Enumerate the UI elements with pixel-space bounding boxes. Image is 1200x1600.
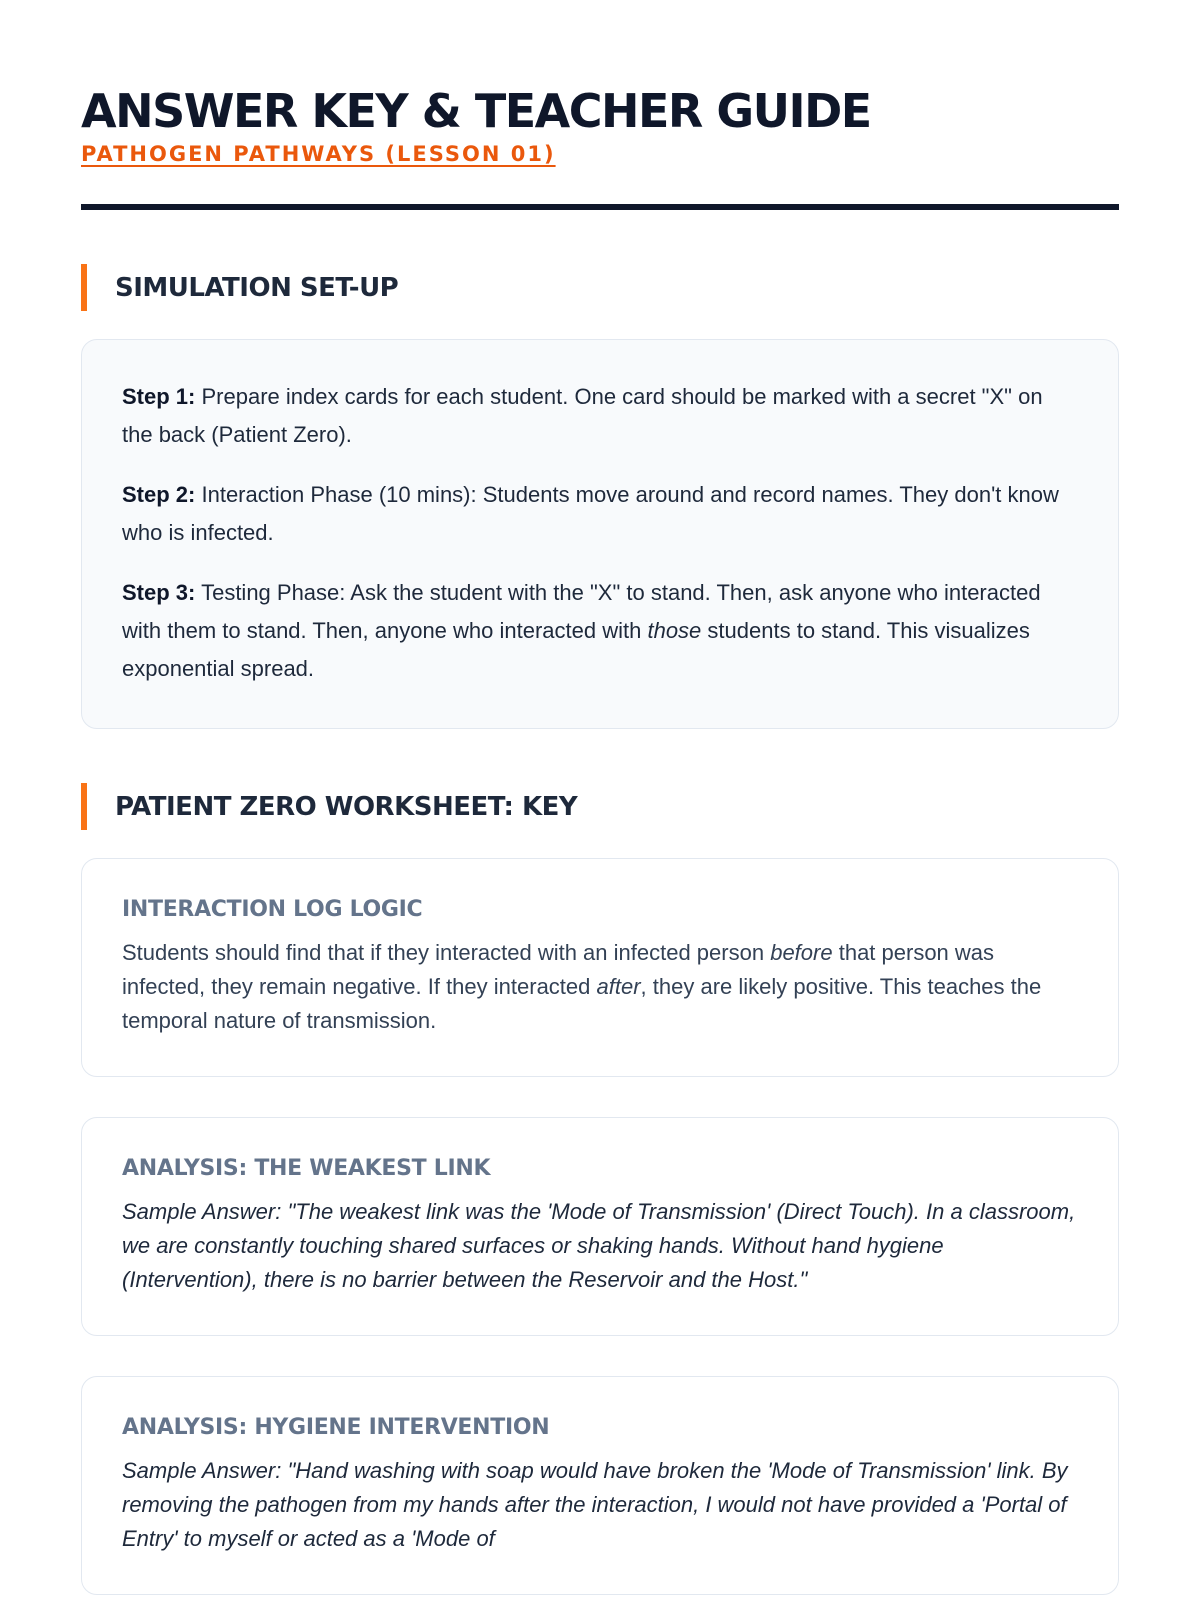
sample-answer: Sample Answer: "Hand washing with soap would have broken the 'Mode of Transmission' link. By removing the pathogen from my hands after the interaction, I would not have provided a 'Portal of Entry' to myself or acted as a 'Mode of (122, 1458, 1068, 1551)
step-label: Step 3: (122, 580, 196, 605)
worksheet-key-section (81, 783, 1119, 1595)
step-text: Prepare index cards for each student. One card should be marked with a secret "X" on the back (Patient Zero). (122, 384, 1043, 447)
setup-steps-box (81, 339, 1119, 729)
section-heading-worksheet: PATIENT ZERO WORKSHEET: KEY (81, 783, 1119, 830)
card-emphasis: before (770, 940, 833, 965)
card-title: ANALYSIS: THE WEAKEST LINK (122, 1156, 491, 1181)
sample-answer: Sample Answer: "The weakest link was the 'Mode of Transmission' (Direct Touch). In a classroom, we are constantly touching shared surfaces or shaking hands. Without hand hygiene (Intervention), there is no barrier between the Reservoir and the Host." (122, 1199, 1076, 1292)
step-item (122, 476, 1078, 552)
answer-card (81, 1376, 1119, 1595)
page-title: ANSWER KEY & TEACHER GUIDE (81, 84, 871, 138)
step-item (122, 574, 1078, 688)
card-title: ANALYSIS: HYGIENE INTERVENTION (122, 1415, 550, 1440)
card-text: Students should find that if they interacted with an infected person (122, 940, 765, 965)
step-text: Interaction Phase (10 mins): Students move around and record names. They don't know who is infected. (122, 482, 1059, 545)
step-item (122, 378, 1078, 454)
header-divider (81, 204, 1119, 210)
document-header (81, 0, 1119, 210)
section-heading-setup: SIMULATION SET-UP (81, 264, 1119, 311)
simulation-setup-section (81, 264, 1119, 729)
card-text: , they are likely positive. This teaches the temporal nature of transmission. (122, 974, 1042, 1033)
card-text: that person was infected, they remain negative. If they interacted (122, 940, 995, 999)
step-label: Step 1: (122, 384, 196, 409)
lesson-subtitle: PATHOGEN PATHWAYS (LESSON 01) (81, 142, 556, 166)
card-title: INTERACTION LOG LOGIC (122, 897, 423, 922)
step-text: Testing Phase: Ask the student with the "X" to stand. Then, ask anyone who interacted with them to stand. Then, anyone who interacted with (122, 580, 1041, 643)
step-emphasis: those (647, 618, 702, 643)
card-body (122, 936, 1078, 1038)
answer-card (81, 1117, 1119, 1336)
step-text: students to stand. This visualizes exponential spread. (122, 618, 1030, 681)
step-label: Step 2: (122, 482, 196, 507)
card-emphasis: after (596, 974, 641, 999)
answer-card (81, 858, 1119, 1077)
